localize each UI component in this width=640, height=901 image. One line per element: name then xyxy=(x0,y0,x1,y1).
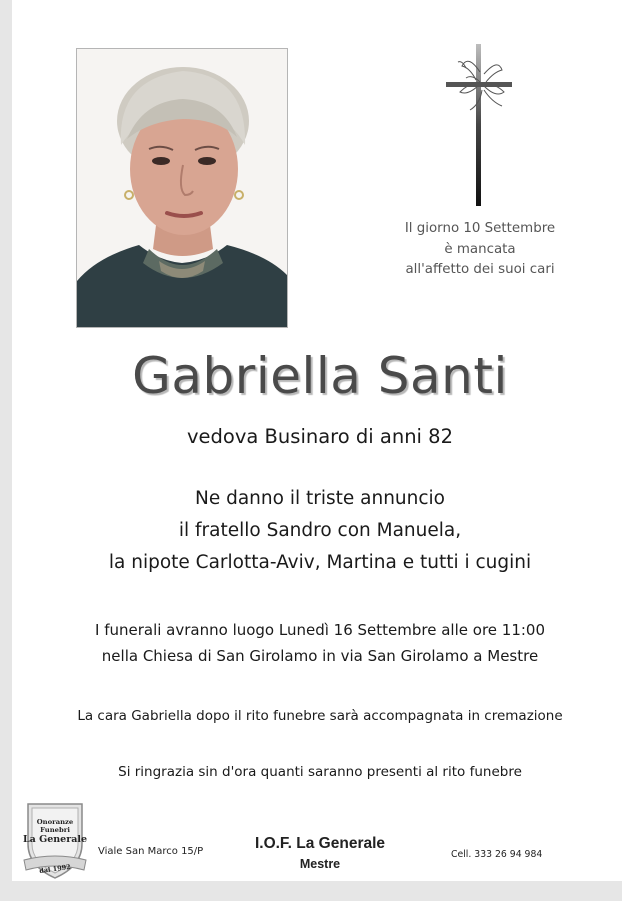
funeral-line: I funerali avranno luogo Lunedì 16 Settembre alle ore 11:00 xyxy=(95,621,545,639)
family-announcement xyxy=(0,483,640,579)
company-address: Viale San Marco 15/P xyxy=(98,846,204,857)
cremation-note: La cara Gabriella dopo il rito funebre sarà accompagnata in cremazione xyxy=(77,708,563,724)
funeral-info xyxy=(0,617,640,669)
announcement-line: il fratello Sandro con Manuela, xyxy=(178,520,462,541)
death-note xyxy=(385,219,575,281)
portrait-photo xyxy=(76,48,288,328)
logo-year: dal 1992 xyxy=(38,862,72,876)
company-phone: Cell. 333 26 94 984 xyxy=(451,849,543,860)
page-frame-bottom xyxy=(0,881,640,901)
thanks-note: Si ringrazia sin d'ora quanti saranno presenti al rito funebre xyxy=(118,764,522,780)
announcement-line: la nipote Carlotta-Aviv, Martina e tutti i cugini xyxy=(108,552,532,573)
logo-line: Funebri xyxy=(40,826,70,834)
company-name: I.O.F. La Generale xyxy=(254,835,386,852)
death-note-line: è mancata xyxy=(444,241,516,257)
company-city: Mestre xyxy=(299,857,341,871)
cross-with-lily-icon xyxy=(446,44,516,208)
logo-line: Onoranze xyxy=(36,818,74,826)
death-note-line: all'affetto dei suoi cari xyxy=(405,262,555,277)
logo-text xyxy=(22,818,88,846)
deceased-subtitle: vedova Businaro di anni 82 xyxy=(187,425,453,448)
funeral-line: nella Chiesa di San Girolamo in via San Girolamo a Mestre xyxy=(101,647,539,665)
announcement-line: Ne danno il triste annuncio xyxy=(194,488,445,509)
deceased-name: Gabriella Santi xyxy=(132,347,508,405)
death-note-line: Il giorno 10 Settembre xyxy=(404,221,556,236)
logo-line: La Generale xyxy=(22,834,88,845)
